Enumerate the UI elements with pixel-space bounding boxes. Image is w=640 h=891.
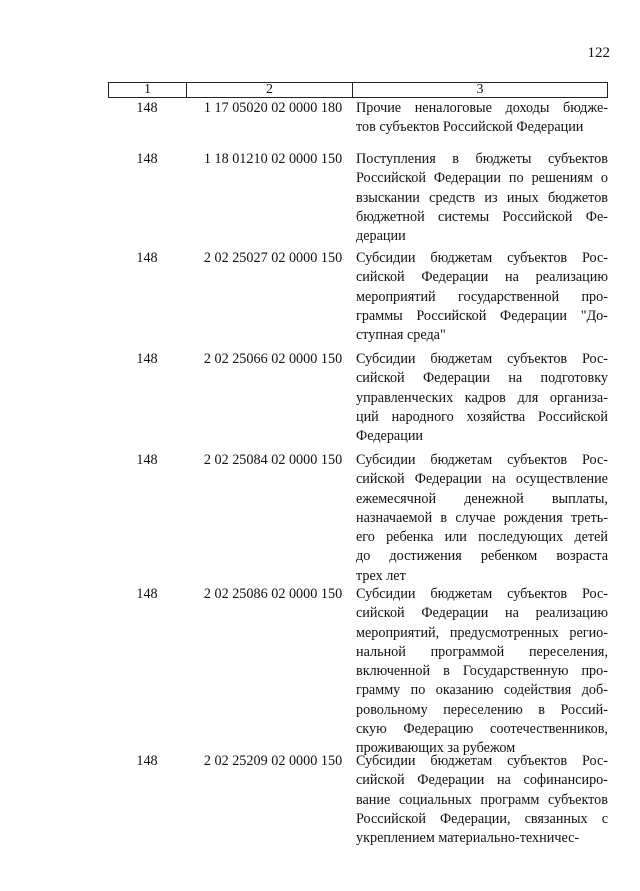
row-name-line: ровольному переселению в Россий- <box>356 701 608 718</box>
row-code: 148 <box>136 250 158 266</box>
row-name <box>356 150 608 246</box>
row-name <box>356 249 608 345</box>
row-name-line: укреплением материально-техничес- <box>356 830 580 847</box>
row-kbk: 1 18 01210 02 0000 150 <box>203 151 343 167</box>
row-name-line: мероприятий государственной про- <box>356 288 608 305</box>
row-name-line: бюджетной системы Российской Фе- <box>356 208 608 225</box>
row-name-line: взыскании средств из иных бюджетов <box>356 189 608 206</box>
row-name-line: Российской Федерации, связанных с <box>356 810 608 827</box>
row-kbk: 2 02 25086 02 0000 150 <box>203 586 343 602</box>
row-code: 148 <box>136 351 158 367</box>
header-col-3: 3 <box>476 82 484 97</box>
row-name-line: до достижения ребенком возраста <box>356 548 608 565</box>
row-name-line: мероприятий, предусмотренных регио- <box>356 624 608 641</box>
row-code: 148 <box>136 586 158 602</box>
row-name-line: Субсидии бюджетам субъектов Рос- <box>356 586 608 602</box>
row-name-line: граммы Российской Федерации "До- <box>356 307 608 324</box>
table-header <box>108 82 608 98</box>
row-name-line: скую Федерацию соотечественников, <box>356 721 608 738</box>
row-name-line: управленческих кадров для организа- <box>356 389 608 406</box>
row-name-line: Поступления в бюджеты субъектов <box>356 151 608 167</box>
row-kbk: 2 02 25066 02 0000 150 <box>203 351 343 367</box>
row-kbk: 2 02 25209 02 0000 150 <box>203 753 343 769</box>
row-code: 148 <box>136 100 158 116</box>
header-col-2: 2 <box>187 83 353 97</box>
row-name-line: вание социальных программ субъектов <box>356 791 608 808</box>
row-name <box>356 350 608 446</box>
row-name-line: его ребенка или последующих детей <box>356 529 608 546</box>
row-name-line: трех лет <box>356 567 406 584</box>
header-col-1: 1 <box>109 83 187 97</box>
row-code: 148 <box>136 753 158 769</box>
row-name-line: грамму по оказанию содействия доб- <box>356 682 608 699</box>
row-name-line: нальной программой переселения, <box>356 643 608 660</box>
row-name-line: дерации <box>356 228 406 245</box>
row-name-line: сийской Федерации на осуществление <box>356 471 608 488</box>
row-name-line: ступная среда" <box>356 327 446 344</box>
row-name <box>356 99 608 138</box>
row-name-line: Субсидии бюджетам субъектов Рос- <box>356 351 608 367</box>
row-kbk: 1 17 05020 02 0000 180 <box>203 100 343 116</box>
row-name-line: Субсидии бюджетам субъектов Рос- <box>356 452 608 468</box>
row-kbk: 2 02 25084 02 0000 150 <box>203 452 343 468</box>
row-name-line: сийской Федерации на софинансиро- <box>356 772 608 789</box>
row-name-line: сийской Федерации на реализацию <box>356 605 608 622</box>
row-name-line: сийской Федерации на подготовку <box>356 370 608 387</box>
row-name-line: Субсидии бюджетам субъектов Рос- <box>356 753 608 769</box>
row-name <box>356 451 608 586</box>
row-name <box>356 585 608 759</box>
row-code: 148 <box>136 452 158 468</box>
row-name-line: тов субъектов Российской Федерации <box>356 119 584 136</box>
row-name-line: проживающих за рубежом <box>356 740 516 757</box>
page-number: 122 <box>587 45 610 61</box>
row-name-line: Субсидии бюджетам субъектов Рос- <box>356 250 608 266</box>
row-kbk: 2 02 25027 02 0000 150 <box>203 250 343 266</box>
row-name-line: назначаемой в случае рождения треть- <box>356 509 608 526</box>
row-name-line: Прочие неналоговые доходы бюдже- <box>356 100 608 116</box>
row-code: 148 <box>136 151 158 167</box>
row-name <box>356 752 608 848</box>
row-name-line: Российской Федерации по решениям о <box>356 170 608 187</box>
row-name-line: включенной в Государственную про- <box>356 663 608 680</box>
row-name-line: ежемесячной денежной выплаты, <box>356 490 608 507</box>
row-name-line: сийской Федерации на реализацию <box>356 269 608 286</box>
row-name-line: Федерации <box>356 428 424 445</box>
row-name-line: ций народного хозяйства Российской <box>356 408 608 425</box>
